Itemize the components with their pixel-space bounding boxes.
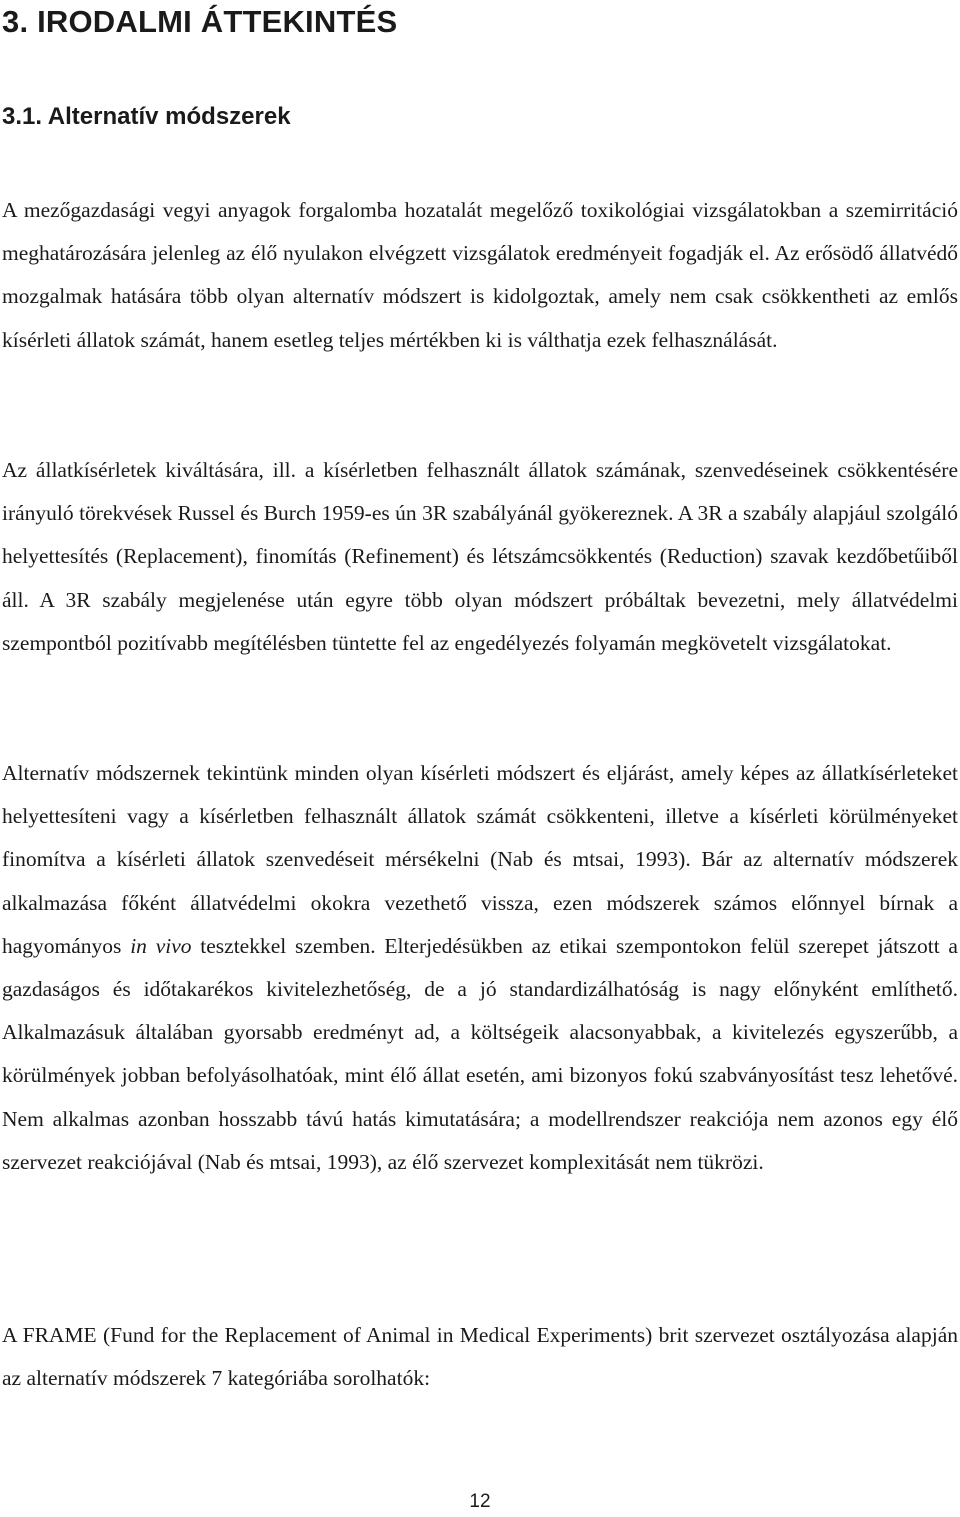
- paragraph-text-segment: Alternatív módszernek tekintünk minden olyan kísérleti módszert és eljárást, amely képes az állatkísérleteket helyettesíteni vagy a kísérletben felhasznált állatok számát csökkenteni, illetve a kísérleti körülményeket finomítva a kísérleti állatok szenvedéseit mérsékelni (Nab és mtsai, 1993). Bár az alternatív módszerek alkalmazása főként állatvédelmi okokra vezethető vissza, ezen módszerek számos előnnyel bírnak a hagyományos: [2, 761, 958, 958]
- paragraph-text-segment: tesztekkel szemben. Elterjedésükben az etikai szempontokon felül szerepet játszott a gazdaságos és időtakarékos kivitelezhetőség, de a jó standardizálhatóság is nagy előnyként említhető. Alkalmazásuk általában gyorsabb eredményt ad, a költségeik alacsonyabbak, a kivitelezés egyszerűbb, a körülmények jobban befolyásolhatóak, mint élő állat esetén, ami bizonyos fokú szabványosítást tesz lehetővé. Nem alkalmas azonban hosszabb távú hatás kimutatására; a modellrendszer reakciója nem azonos egy élő szervezet reakciójával (Nab és mtsai, 1993), az élő szervezet komplexitását nem tükrözi.: [2, 933, 958, 1174]
- paragraph-eye-irritation-testing: A mezőgazdasági vegyi anyagok forgalomba hozatalát megelőző toxikológiai vizsgálatokban a szemirritáció meghatározására jelenleg az élő nyulakon elvégzett vizsgálatok eredményeit fogadják el. Az erősödő állatvédő mozgalmak hatására több olyan alternatív módszert is kidolgoztak, amely nem csak csökkentheti az emlős kísérleti állatok számát, hanem esetleg teljes mértékben ki is válthatja ezek felhasználását.: [2, 198, 958, 352]
- section-title: 3. IRODALMI ÁTTEKINTÉS: [2, 4, 398, 39]
- subsection-title: 3.1. Alternatív módszerek: [2, 103, 291, 130]
- paragraph-alternative-methods-definition: [2, 752, 958, 1184]
- in-vivo-italic: in vivo: [130, 933, 192, 958]
- paragraph-frame-classification: A FRAME (Fund for the Replacement of Animal in Medical Experiments) brit szervezet osztályozása alapján az alternatív módszerek 7 kategóriába sorolhatók:: [2, 1323, 958, 1391]
- paragraph-3r-rule: Az állatkísérletek kiváltására, ill. a kísérletben felhasznált állatok számának, szenvedéseinek csökkentésére irányuló törekvések Russel és Burch 1959-es ún 3R szabályánál gyökereznek. A 3R a szabály alapjául szolgáló helyettesítés (Replacement), finomítás (Refinement) és létszámcsökkentés (Reduction) szavak kezdőbetűiből áll. A 3R szabály megjelenése után egyre több olyan módszert próbáltak bevezetni, mely állatvédelmi szempontból pozitívabb megítélésben tüntette fel az engedélyezés folyamán megkövetelt vizsgálatokat.: [2, 458, 958, 655]
- page-number: 12: [469, 1491, 491, 1512]
